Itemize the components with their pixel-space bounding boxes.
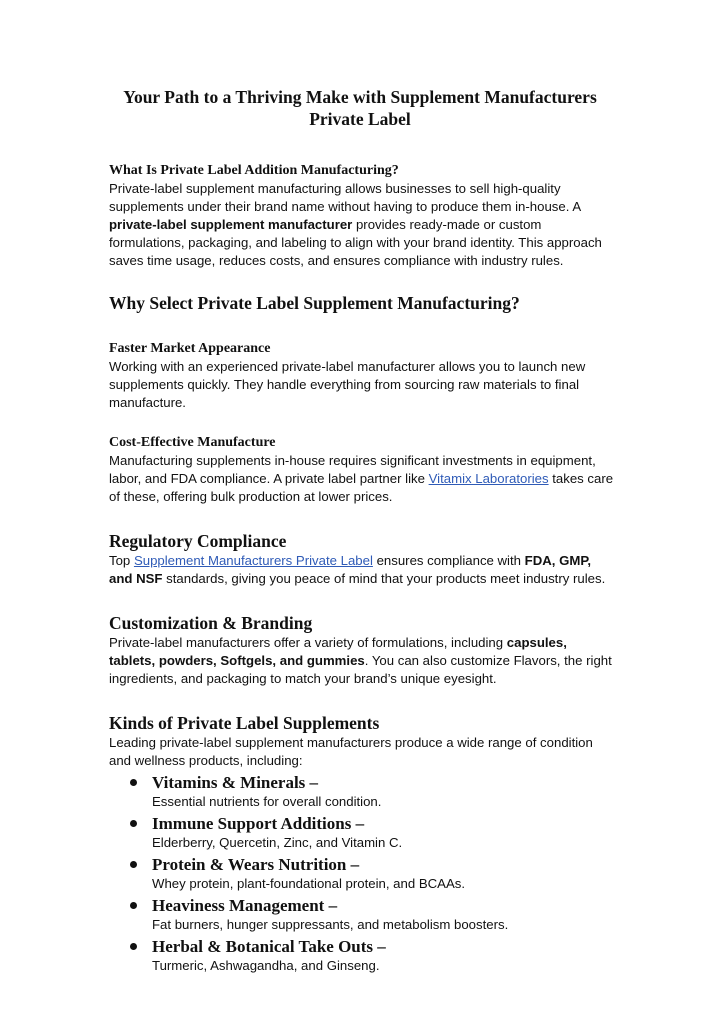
title-line-1: Your Path to a Thriving Make with Supplement Manufacturers xyxy=(123,87,597,107)
section-heading-cost-effective: Cost-Effective Manufacture xyxy=(109,435,276,450)
text-segment: takes care of these, offering bulk production at lower prices. xyxy=(109,471,614,504)
list-item-title: Vitamins & Minerals – xyxy=(152,773,319,792)
section-heading-why-select: Why Select Private Label Supplement Manufacturing? xyxy=(109,293,520,313)
section-heading-faster-market: Faster Market Appearance xyxy=(109,341,271,356)
list-item-title: Herbal & Botanical Take Outs – xyxy=(152,937,386,956)
section-text-kinds-intro: Leading private-label supplement manufacturers produce a wide range of condition and wellness products, including: xyxy=(109,735,593,768)
list-item-desc: Elderberry, Quercetin, Zinc, and Vitamin C. xyxy=(152,835,403,850)
section-text-cost-effective xyxy=(109,452,614,506)
section-heading-what-is: What Is Private Label Addition Manufacturing? xyxy=(109,163,399,178)
bullet-icon xyxy=(130,943,137,950)
page-title xyxy=(105,86,615,130)
text-segment: Private-label supplement manufacturing allows businesses to sell high-quality supplements under their brand name without having to produce them in-house. A xyxy=(109,181,581,214)
section-heading-customization: Customization & Branding xyxy=(109,613,313,633)
list-item-desc: Fat burners, hunger suppressants, and metabolism boosters. xyxy=(152,917,509,932)
list-item-title: Protein & Wears Nutrition – xyxy=(152,855,360,874)
section-text-faster-market: Working with an experienced private-label manufacturer allows you to launch new supplements quickly. They handle everything from sourcing raw materials to final manufacture. xyxy=(109,359,586,410)
list-item xyxy=(109,813,614,852)
list-item-title: Heaviness Management – xyxy=(152,896,338,915)
list-item-desc: Whey protein, plant-foundational protein, and BCAAs. xyxy=(152,876,466,891)
bold-term: private-label supplement manufacturer xyxy=(109,217,353,232)
bullet-icon xyxy=(130,779,137,786)
section-text-what-is xyxy=(109,180,614,270)
title-line-2: Private Label xyxy=(309,109,411,129)
bullet-icon xyxy=(130,902,137,909)
section-heading-kinds: Kinds of Private Label Supplements xyxy=(109,713,380,733)
text-segment: Top xyxy=(109,553,134,568)
supplement-kinds-list xyxy=(109,772,614,975)
text-segment: Private-label manufacturers offer a variety of formulations, including xyxy=(109,635,507,650)
section-heading-regulatory: Regulatory Compliance xyxy=(109,531,287,551)
list-item xyxy=(109,895,614,934)
text-segment: Manufacturing supplements in-house requires significant investments in equipment, labor, and FDA compliance. A private label partner like xyxy=(109,453,596,486)
section-text-customization xyxy=(109,634,614,688)
bullet-icon xyxy=(130,861,137,868)
list-item xyxy=(109,854,614,893)
bullet-icon xyxy=(130,820,137,827)
text-segment: . You can also customize Flavors, the right ingredients, and packaging to match your brand’s unique eyesight. xyxy=(109,653,612,686)
section-text-regulatory xyxy=(109,552,614,588)
vitamix-laboratories-link[interactable]: Vitamix Laboratories xyxy=(428,471,549,486)
bold-term: FDA, GMP, and NSF xyxy=(109,553,592,586)
list-item-desc: Essential nutrients for overall condition. xyxy=(152,794,382,809)
bold-term: capsules, tablets, powders, Softgels, and gummies xyxy=(109,635,567,668)
list-item-title: Immune Support Additions – xyxy=(152,814,365,833)
text-segment: provides ready-made or custom formulations, packaging, and labeling to align with your brand identity. This approach saves time usage, reduces costs, and ensures compliance with industry rules. xyxy=(109,217,602,268)
list-item xyxy=(109,936,614,975)
text-segment: ensures compliance with xyxy=(372,553,525,568)
text-segment: standards, giving you peace of mind that your products meet industry rules. xyxy=(162,571,606,586)
document-content xyxy=(109,86,614,977)
list-item-desc: Turmeric, Ashwagandha, and Ginseng. xyxy=(152,958,380,973)
list-item xyxy=(109,772,614,811)
supplement-manufacturers-link[interactable]: Supplement Manufacturers Private Label xyxy=(133,553,373,568)
